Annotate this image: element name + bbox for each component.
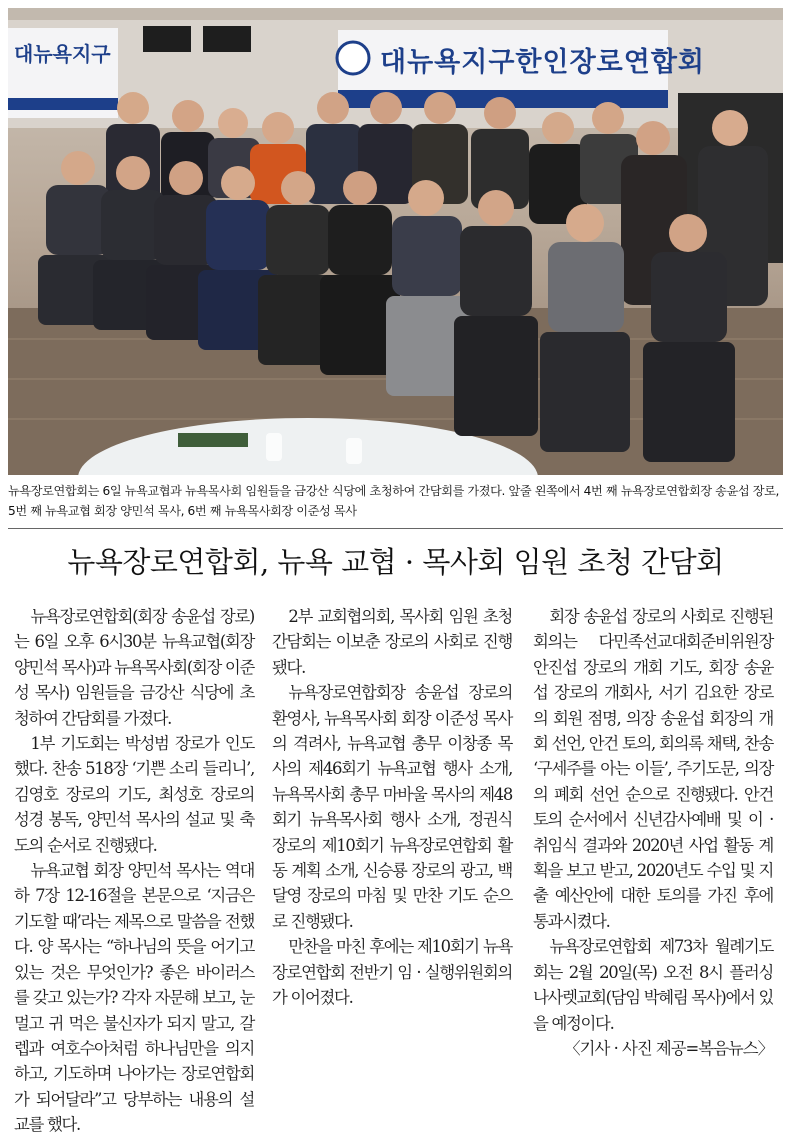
paragraph-6: 만찬을 마친 후에는 제10회기 뉴욕장로연합회 전반기 임 · 실행위원회의가 이어졌다. [272,937,512,1008]
headline: 뉴욕장로연합회, 뉴욕 교협 · 목사회 임원 초청 간담회 [67,545,724,579]
caption-divider [8,528,783,529]
article-credit: 〈기사 · 사진 제공=복음뉴스〉 [564,1038,773,1058]
article-column-2 [272,604,512,1011]
paragraph-3: 뉴욕교협 회장 양민석 목사는 역대하 7장 12-16절을 본문으로 ‘지금은 기도할 때’라는 제목으로 말씀을 전했다. 양 목사는 “하나님의 뜻을 어기고 있는 것은 무엇인가? 좋은 바이러스를 갖고 있는가? 각자 자문해 보고, 눈 멀고 귀 먹은 불신자가 되지 말고, 갈렙과 여호수아처럼 하나님만을 의지하고, 기도하며 나아가는 장로연합회가 되어달라”고 당부하는 내용의 설교를 했다. [14,861,254,1135]
paragraph-2: 1부 기도회는 박성범 장로가 인도했다. 찬송 518장 ‘기쁜 소리 들리니’, 김영호 장로의 기도, 최성호 장로의 성경 봉독, 양민석 목사의 설교 및 축도의 순서로 진행됐다. [14,734,254,855]
banner-text: 대뉴욕지구한인장로연합회 [380,47,705,78]
article-column-3 [533,604,773,1061]
paragraph-1: 뉴욕장로연합회(회장 송윤섭 장로)는 6일 오후 6시30분 뉴욕교협(회장 양민석 목사)과 뉴욕목사회(회장 이준성 목사) 임원들을 금강산 식당에 초청하여 간담회를 가졌다. [14,607,254,728]
article-column-1 [14,604,254,1138]
group-photo [8,8,783,475]
banner-left-text: 대뉴욕지구 [14,42,111,66]
paragraph-4: 2부 교회협의회, 목사회 임원 초청 간담회는 이보춘 장로의 사회로 진행됐다. [272,607,512,677]
paragraph-8: 뉴욕장로연합회 제73차 월례기도회는 2월 20일(목) 오전 8시 플러싱 나사렛교회(담임 박혜림 목사)에서 있을 예정이다. [533,937,773,1033]
paragraph-5: 뉴욕장로연합회장 송윤섭 장로의 환영사, 뉴욕목사회 회장 이준성 목사의 격려사, 뉴욕교협 총무 이창종 목사의 제46회기 뉴욕교협 행사 소개, 뉴욕목사회 총무 마바울 목사의 제48회기 뉴욕목사회 행사 소개, 정권식 장로의 제10회기 뉴욕장로연합회 활동 계획 소개, 신승룡 장로의 광고, 백달영 장로의 마침 및 만찬 기도 순으로 진행됐다. [272,683,512,931]
photo-caption: 뉴욕장로연합회는 6일 뉴욕교협과 뉴욕목사회 임원들을 금강산 식당에 초청하여 간담회를 가졌다. 앞줄 왼쪽에서 4번 째 뉴욕장로연합회장 송윤섭 장로, 5번 째 뉴욕교협 회장 양민석 목사, 6번 째 뉴욕목사회장 이준성 목사 [8,484,780,518]
paragraph-7: 회장 송윤섭 장로의 사회로 진행된 회의는 다민족선교대회준비위원장 안진섭 장로의 개회 기도, 회장 송윤섭 장로의 개회사, 서기 김요한 장로의 회원 점명, 의장 송윤섭 회장의 개회 선언, 안건 토의, 회의록 채택, 찬송 ‘구세주를 아는 이들’, 주기도문, 의장의 폐회 선언 순으로 진행됐다. 안건 토의 순서에서 신년감사예배 및 이 · 취임식 결과와 2020년 사업 활동 계획을 보고 받고, 2020년도 수입 및 지출 예산안에 대한 토의를 가진 후에 통과시켰다. [533,607,773,931]
